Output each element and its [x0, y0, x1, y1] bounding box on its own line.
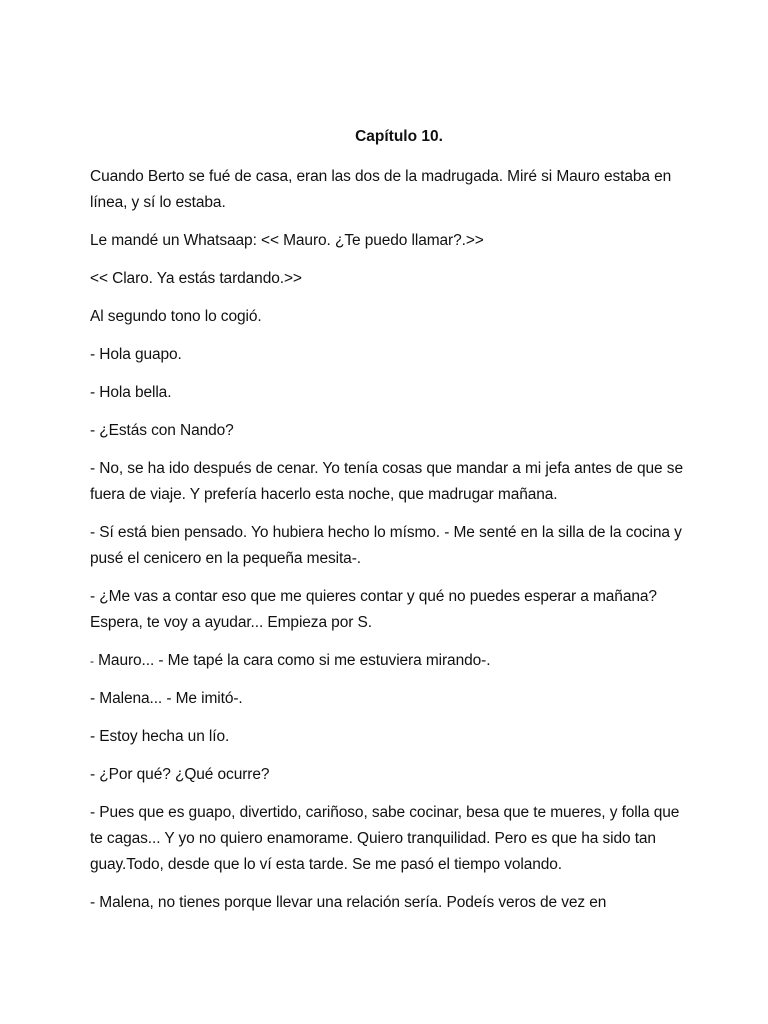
- paragraph: Le mandé un Whatsaap: << Mauro. ¿Te puedo llamar?.>>: [90, 232, 484, 249]
- paragraph: << Claro. Ya estás tardando.>>: [90, 270, 302, 287]
- document-page: [90, 126, 690, 928]
- paragraph: - Hola bella.: [90, 384, 172, 401]
- chapter-title: Capítulo 10.: [355, 128, 443, 145]
- paragraph: - No, se ha ido después de cenar. Yo tenía cosas que mandar a mi jefa antes de que se fuera de viaje. Y prefería hacerlo esta noche, que madrugar mañana.: [90, 460, 683, 503]
- paragraph: - Estoy hecha un lío.: [90, 728, 230, 745]
- paragraph: - ¿Por qué? ¿Qué ocurre?: [90, 766, 270, 783]
- paragraph: Cuando Berto se fué de casa, eran las dos de la madrugada. Miré si Mauro estaba en línea, y sí lo estaba.: [90, 168, 672, 211]
- paragraph-text: Mauro... - Me tapé la cara como si me estuviera mirando-.: [98, 652, 491, 669]
- paragraph-with-small-dash: [90, 648, 690, 674]
- paragraph: - Sí está bien pensado. Yo hubiera hecho lo mísmo. - Me senté en la silla de la cocina y pusé el cenicero en la pequeña mesita-.: [90, 524, 682, 567]
- paragraph: - ¿Me vas a contar eso que me quieres contar y qué no puedes esperar a mañana? Espera, te voy a ayudar... Empieza por S.: [90, 588, 657, 631]
- small-dash: -: [90, 654, 94, 668]
- paragraph: - ¿Estás con Nando?: [90, 422, 234, 439]
- paragraph: - Malena... - Me imitó-.: [90, 690, 243, 707]
- paragraph: - Pues que es guapo, divertido, cariñoso, sabe cocinar, besa que te mueres, y folla que te cagas... Y yo no quiero enamorame. Quiero tranquilidad. Pero es que ha sido tan guay.Todo, desde que lo ví esta tarde. Se me pasó el tiempo volando.: [90, 804, 680, 873]
- paragraph: - Malena, no tienes porque llevar una relación sería. Podeís veros de vez en: [90, 894, 607, 911]
- paragraph: - Hola guapo.: [90, 346, 182, 363]
- paragraph: Al segundo tono lo cogió.: [90, 308, 262, 325]
